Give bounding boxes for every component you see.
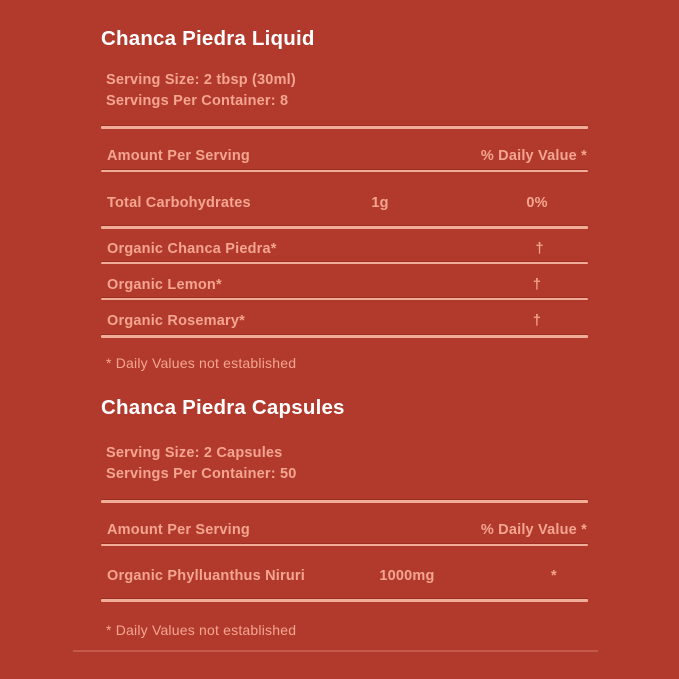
- daily-value-dagger: †: [532, 313, 542, 329]
- ingredient-amount: 1000mg: [379, 568, 435, 584]
- amount-per-serving-label: Amount Per Serving: [107, 148, 250, 164]
- serving-size-line: Serving Size: 2 tbsp (30ml): [106, 72, 296, 88]
- divider-row: [101, 298, 588, 300]
- ingredient-name: Organic Phylluanthus Niruri: [107, 568, 305, 584]
- divider-row: [101, 262, 588, 264]
- nutrient-amount: 1g: [371, 195, 389, 211]
- divider-table1-top: [101, 126, 588, 129]
- ingredient-name: Organic Rosemary*: [107, 313, 245, 329]
- daily-values-footnote: * Daily Values not established: [106, 355, 297, 371]
- daily-value-dagger: †: [535, 241, 544, 257]
- table-row: [101, 566, 588, 587]
- serving-info-capsules: [101, 443, 593, 485]
- daily-value-asterisk: *: [551, 568, 557, 584]
- daily-value-label: % Daily Value *: [480, 522, 587, 538]
- ingredient-name: Organic Lemon*: [107, 277, 222, 293]
- table-row: [101, 311, 588, 332]
- divider-table1-header: [101, 170, 588, 172]
- servings-per-container-line: Servings Per Container: 50: [106, 466, 297, 482]
- daily-value-dagger: †: [532, 277, 542, 293]
- faint-bottom-divider: [73, 650, 598, 652]
- section-title-liquid: Chanca Piedra Liquid: [101, 27, 315, 50]
- table-row: [101, 275, 588, 296]
- table1-header: [101, 146, 588, 167]
- daily-value-label: % Daily Value *: [480, 148, 587, 164]
- ingredient-amount: [277, 239, 489, 260]
- table-row: [101, 239, 588, 260]
- nutrient-daily-value: 0%: [526, 195, 548, 211]
- divider-table2-bottom: [101, 599, 588, 602]
- servings-per-container-line: Servings Per Container: 8: [106, 93, 289, 109]
- ingredient-amount: [274, 275, 486, 296]
- divider-table2-header: [101, 544, 588, 546]
- divider-table1-bottom: [101, 335, 588, 338]
- serving-size-line: Serving Size: 2 Capsules: [106, 445, 283, 461]
- divider-table2-top: [101, 500, 588, 503]
- ingredient-amount: [274, 311, 486, 332]
- amount-per-serving-label: Amount Per Serving: [107, 522, 250, 538]
- section-title-capsules: Chanca Piedra Capsules: [101, 396, 345, 419]
- table2-header: [101, 520, 588, 541]
- table-row: [101, 193, 588, 214]
- serving-info-liquid: [101, 70, 593, 112]
- divider-table1-mid: [101, 226, 588, 229]
- supplement-facts-panel: [101, 0, 588, 679]
- daily-values-footnote: * Daily Values not established: [106, 622, 297, 638]
- ingredient-name: Organic Chanca Piedra*: [107, 241, 277, 257]
- nutrient-name: Total Carbohydrates: [107, 195, 251, 211]
